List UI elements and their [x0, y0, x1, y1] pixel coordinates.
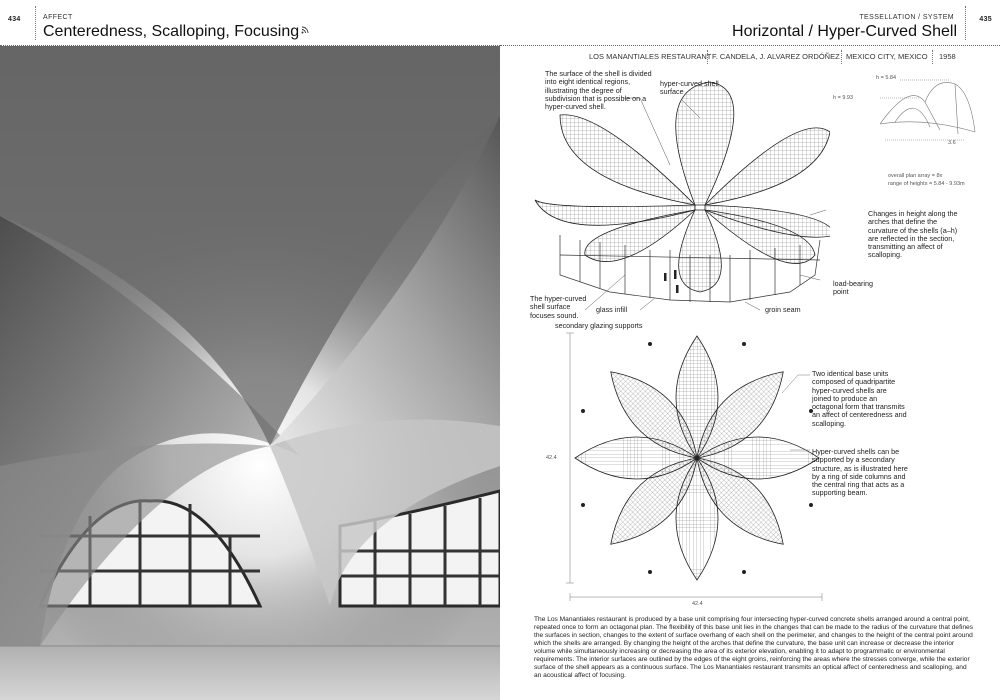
- right-page-title: Horizontal / Hyper-Curved Shell: [732, 23, 957, 40]
- right-kicker: TESSELLATION / SYSTEM: [859, 14, 954, 21]
- left-kicker: AFFECT: [43, 14, 73, 21]
- plan-dim-vertical: 42.4: [546, 455, 557, 461]
- interior-photo: [0, 46, 500, 700]
- meta-divider: [707, 50, 708, 64]
- project-name: LOS MANANTIALES RESTAURANT: [589, 52, 712, 61]
- right-page-number: 435: [979, 16, 992, 23]
- section-width: 3.6: [948, 140, 956, 146]
- meta-divider: [932, 50, 933, 64]
- section-note-heights: range of heights = 5.84 - 9.93m: [888, 181, 965, 187]
- left-page-title: [43, 23, 309, 41]
- year: 1958: [939, 52, 956, 61]
- header-divider: [35, 6, 36, 40]
- annotation-secondary-structure: Hyper-curved shells can be supported by a secondary structure, as is illustrated here by a ring of side columns and the central ring that acts as a supporting beam.: [812, 447, 908, 498]
- annotation-load-bearing: load-bearing point: [833, 279, 873, 297]
- annotation-eight-regions: The surface of the shell is divided into eight identical regions, illustrating the degree of subdivision that is possible on a hyper-curved shell.: [545, 69, 652, 112]
- section-note-array: overall plan array = 8x: [888, 173, 943, 179]
- annotation-glazing-supports: secondary glazing supports: [555, 321, 643, 330]
- annotation-groin-seam: groin seam: [765, 305, 801, 314]
- plan-dim-horizontal: 42.4: [692, 601, 703, 607]
- right-header-rule: [500, 45, 1000, 46]
- rss-icon: [301, 21, 309, 39]
- section-diagram: [840, 72, 985, 157]
- header-divider: [965, 6, 966, 40]
- body-paragraph: The Los Manantiales restaurant is produced by a base unit comprising four intersecting hyper-curved concrete shells arranged around a central point, repeated once to form an octagonal plan. The flexibility of this base unit lies in the changes that can be made to the radius of the curvature that defines the surfaces in section, changes to the extent of surface overhang of each shell on the perimeter, and changes to the height of the central point around which the shells are arranged. By changing the height of the arches that define the curvature, the base unit can increase or decrease the interior volume while simultaneously increasing or decreasing the area of its exterior elevation, enabling it to adapt to programmatic or environmental requirements. The interior surfaces are outlined by the edges of the eight groins, reinforcing the areas where the stresses converge, while the exterior surface of the shell appears as a continuous surface. The Los Manantiales restaurant transmits an optical affect of centeredness and scalloping, and an acoustical affect of focusing.: [534, 616, 974, 680]
- left-title-text: Centeredness, Scalloping, Focusing: [43, 23, 300, 40]
- left-page-number: 434: [8, 16, 21, 23]
- annotation-base-units: Two identical base units composed of quadripartite hyper-curved shells are joined to produce an octagonal form that transmits an affect of centeredness and scalloping.: [812, 369, 907, 428]
- annotation-glass-infill: glass infill: [596, 305, 628, 314]
- meta-divider: [841, 50, 842, 64]
- project-metadata: [583, 50, 968, 64]
- architects: F. CANDELA, J. ALVAREZ ORDÓÑEZ: [712, 52, 840, 61]
- annotation-focuses-sound: The hyper-curved shell surface focuses sound.: [530, 294, 587, 320]
- section-h-high: h = 5.84: [876, 75, 897, 81]
- plan-drawing: [540, 325, 830, 615]
- right-page-header: [500, 0, 1000, 45]
- annotation-hyper-curved: hyper-curved shell surface: [660, 79, 719, 97]
- section-h-low: h = 9.93: [833, 95, 854, 101]
- location: MEXICO CITY, MEXICO: [846, 52, 928, 61]
- annotation-heights: Changes in height along the arches that define the curvature of the shells (a–h) are reflected in the section, transmitting an affect of scalloping.: [868, 209, 958, 260]
- left-page-header: [0, 0, 500, 45]
